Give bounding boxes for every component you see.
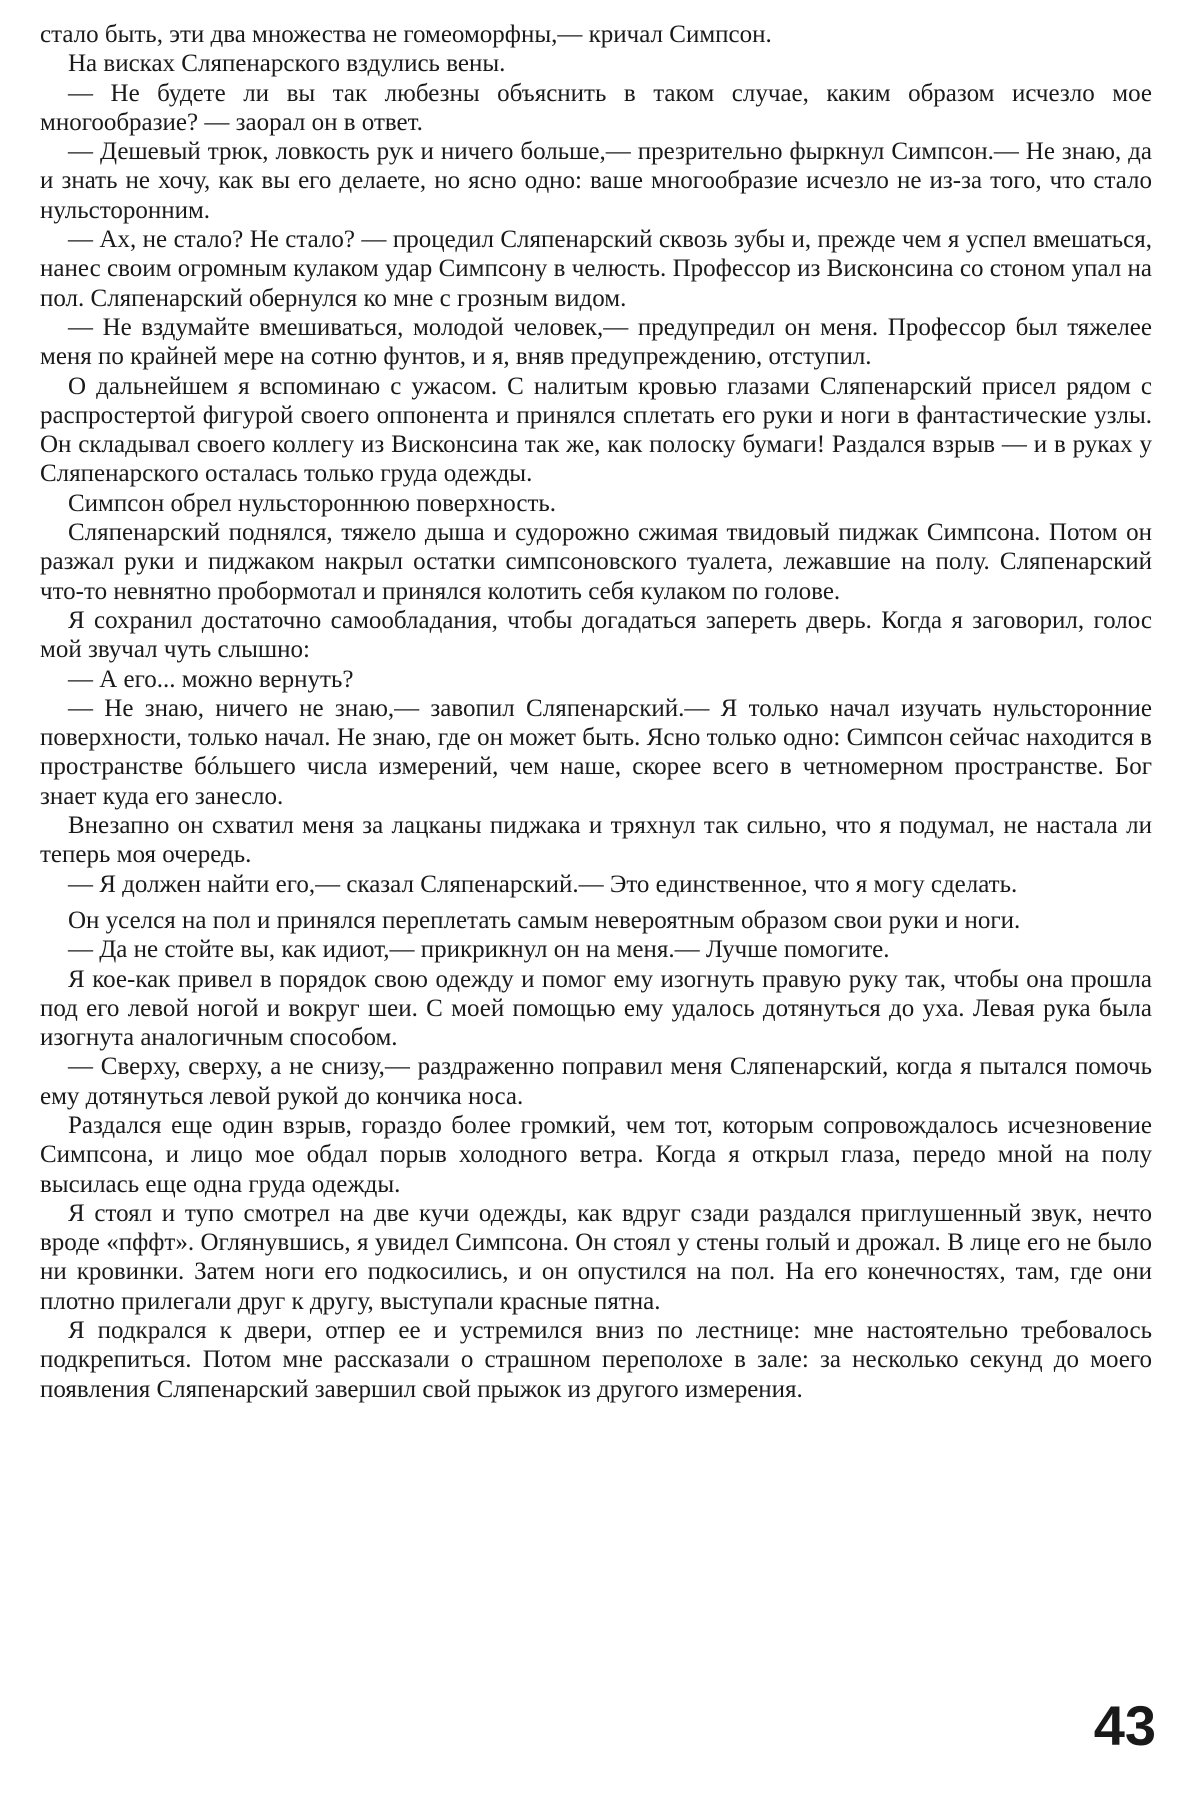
paragraph: — Я должен найти его,— сказал Сляпенарский.— Это единственное, что я могу сделать. [68,870,1018,898]
paragraph: На висках Сляпенарского вздулись вены. [68,50,506,78]
paragraph: Внезапно он схватил меня за лацканы пиджака и тряхнул так сильно, что я подумал, не настала ли теперь моя очередь. [40,812,1152,869]
paragraph: — Не будете ли вы так любезны объяснить в таком случае, каким образом исчезло мое многообразие? — заорал он в ответ. [40,79,1152,136]
paragraph: Я подкрался к двери, отпер ее и устремился вниз по лестнице: мне настоятельно требовалось подкрепиться. Потом мне рассказали о страшном переполохе в зале: за несколько секунд до моего появления Сляпенарский завершил свой прыжок из другого измерения. [40,1317,1152,1403]
paragraph: стало быть, эти два множества не гомеоморфны,— кричал Симпсон. [40,21,772,48]
paragraph: Раздался еще один взрыв, гораздо более громкий, чем тот, которым сопровождалось исчезновение Симпсона, и лицо мое обдал порыв холодного ветра. Когда я открыл глаза, передо мной на полу высилась еще одна груда одежды. [40,1111,1152,1198]
page-text [40,20,1152,1404]
paragraph: — Дешевый трюк, ловкость рук и ничего больше,— презрительно фыркнул Симпсон.— Не знаю, да и знать не хочу, как вы его делаете, но ясно одно: ваше многообразие исчезло не из-за того, что стало нульсторонним. [40,138,1152,224]
paragraph: — Да не стойте вы, как идиот,— прикрикнул он на меня.— Лучше помогите. [68,936,890,964]
paragraph: О дальнейшем я вспоминаю с ужасом. С налитым кровью глазами Сляпенарский присел рядом с распростертой фигурой своего оппонента и принялся сплетать его руки и ноги в фантастические узлы. Он складывал своего коллегу из Висконсина так же, как полоску бумаги! Раздался взрыв — и в руках у Сляпенарского осталась только груда одежды. [40,372,1152,488]
paragraph: — Не вздумайте вмешиваться, молодой человек,— предупредил он меня. Профессор был тяжелее меня по крайней мере на сотню фунтов, и я, вняв предупреждению, отступил. [40,313,1152,371]
paragraph: Сляпенарский поднялся, тяжело дыша и судорожно сжимая твидовый пиджак Симпсона. Потом он разжал руки и пиджаком накрыл остатки симпсоновского туалета, лежавшие на полу. Сляпенарский что-то невнятно пробормотал и принялся колотить себя кулаком по голове. [40,519,1152,605]
paragraph: — А его... можно вернуть? [68,665,354,693]
paragraph: — Ах, не стало? Не стало? — процедил Сляпенарский сквозь зубы и, прежде чем я успел вмешаться, нанес своим огромным кулаком удар Симпсону в челюсть. Профессор из Висконсина со стоном упал на пол. Сляпенарский обернулся ко мне с грозным видом. [40,226,1152,312]
paragraph: — Сверху, сверху, а не снизу,— раздраженно поправил меня Сляпенарский, когда я пытался помочь ему дотянуться левой рукой до кончика носа. [40,1053,1152,1110]
paragraph: Симпсон обрел нульстороннюю поверхность. [68,489,557,517]
paragraph: Я стоял и тупо смотрел на две кучи одежды, как вдруг сзади раздался приглушенный звук, нечто вроде «пффт». Оглянувшись, я увидел Симпсона. Он стоял у стены голый и дрожал. В лице его не было ни кровинки. Затем ноги его подкосились, и он опустился на пол. На его конечностях, там, где они плотно прилегали друг к другу, выступали красные пятна. [40,1199,1152,1315]
paragraph: Я сохранил достаточно самообладания, чтобы догадаться запереть дверь. Когда я заговорил, голос мой звучал чуть слышно: [40,606,1152,664]
paragraph: — Не знаю, ничего не знаю,— завопил Сляпенарский.— Я только начал изучать нульсторонние поверхности, только начал. Не знаю, где он может быть. Ясно только одно: Симпсон сейчас находится в пространстве бóльшего числа измерений, чем наше, скорее всего в четномерном пространстве. Бог знает куда его занесло. [40,694,1152,810]
paragraph: Он уселся на пол и принялся переплетать самым невероятным образом свои руки и ноги. [68,906,1021,934]
paragraph: Я кое-как привел в порядок свою одежду и помог ему изогнуть правую руку так, чтобы она прошла под его левой ногой и вокруг шеи. С моей помощью ему удалось дотянуться до уха. Левая рука была изогнута аналогичным способом. [40,965,1152,1052]
page-number: 43 [1093,1694,1156,1757]
